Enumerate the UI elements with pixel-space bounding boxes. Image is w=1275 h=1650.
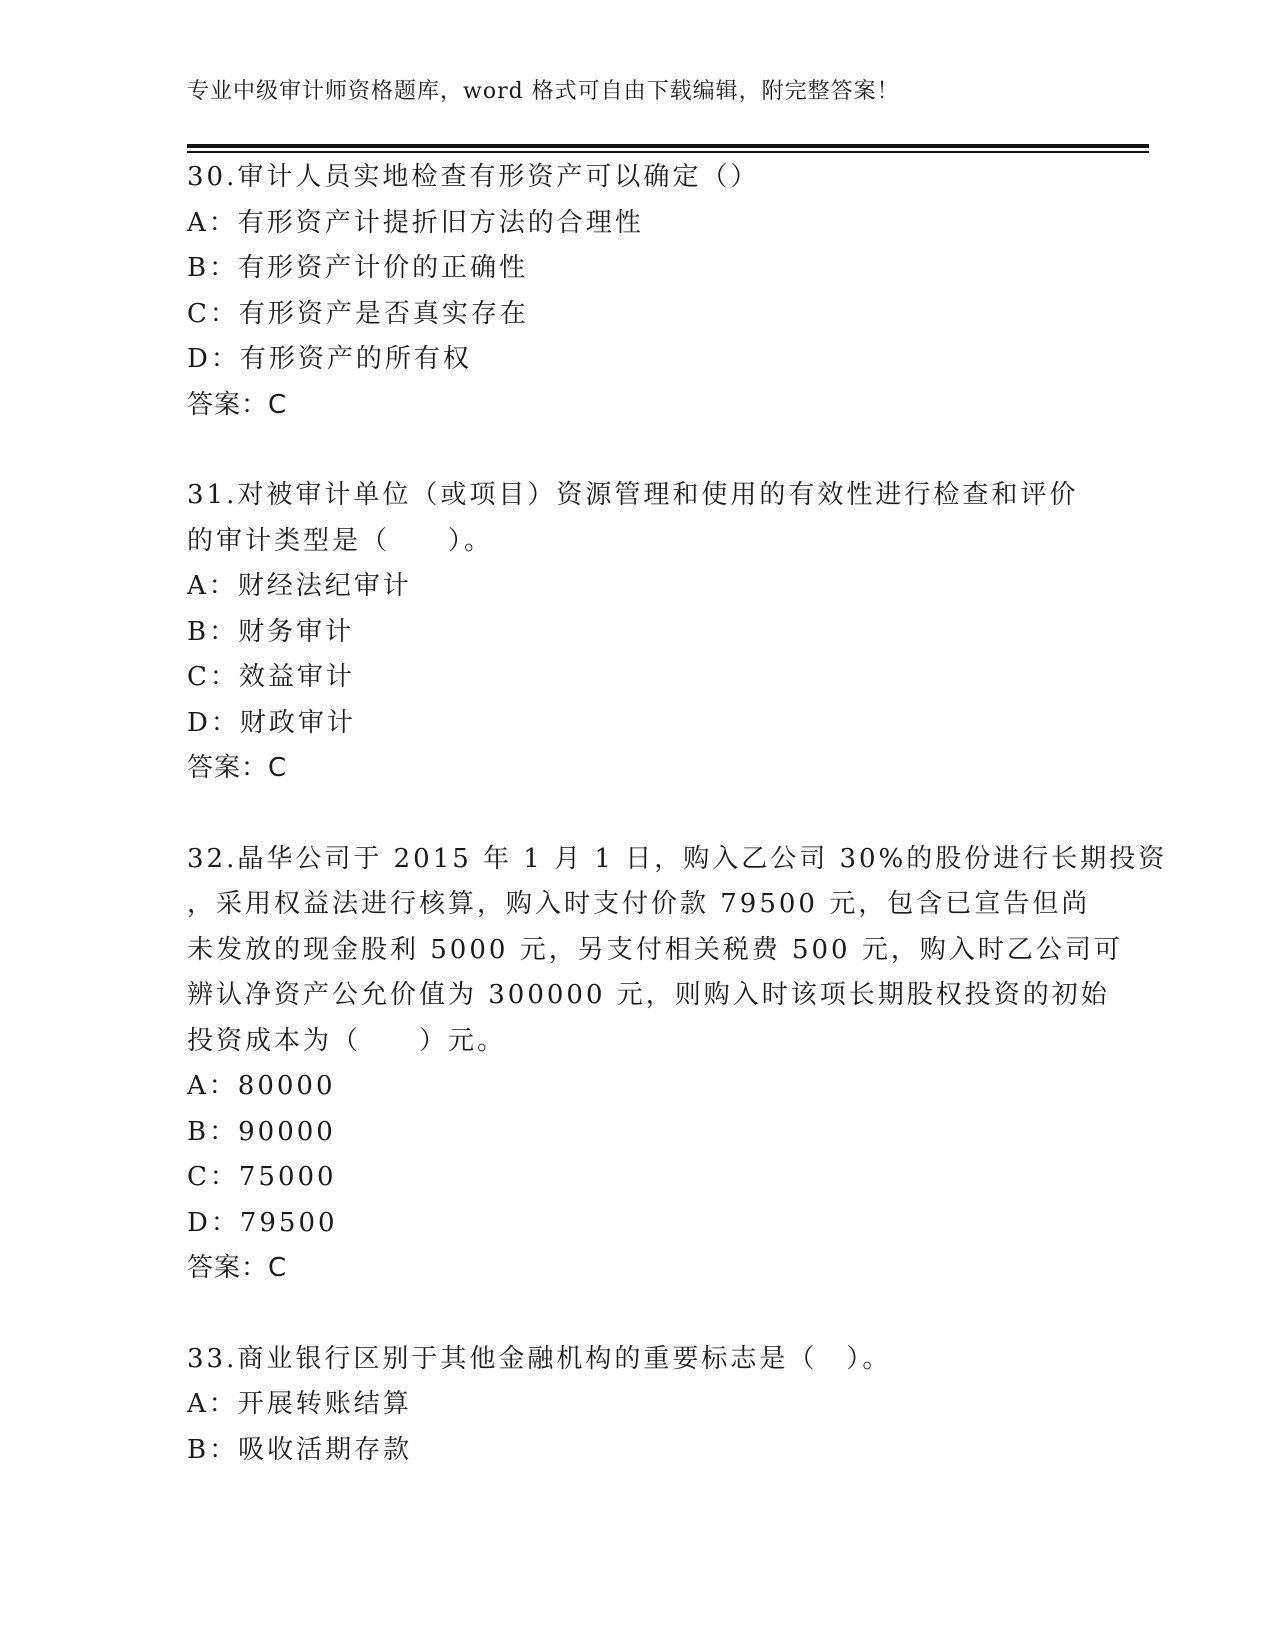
option-a: A：有形资产计提折旧方法的合理性 (187, 207, 644, 238)
option-c: C：效益审计 (187, 662, 355, 692)
question-32 (187, 837, 1168, 1292)
question-stem: 31.对被审计单位（或项目）资源管理和使用的有效性进行检查和评价 (187, 480, 1079, 510)
answer: 答案：C (187, 1253, 288, 1283)
question-list (187, 155, 1168, 1518)
question-stem: 投资成本为（ ）元。 (187, 1025, 507, 1056)
option-b: B：90000 (187, 1116, 336, 1147)
option-a: A：开展转账结算 (187, 1389, 412, 1419)
header-rule-thin (187, 151, 1149, 153)
option-d: D：有形资产的所有权 (187, 344, 472, 374)
answer: 答案：C (187, 753, 288, 783)
question-stem: 的审计类型是（ ）。 (187, 525, 494, 556)
option-c: C：有形资产是否真实存在 (187, 298, 529, 329)
question-30 (187, 155, 1087, 428)
option-d: D：79500 (187, 1207, 338, 1238)
question-33 (187, 1337, 1087, 1474)
answer: 答案：C (187, 389, 288, 420)
question-stem: 30.审计人员实地检查有形资产可以确定（） (187, 162, 760, 192)
option-b: B：有形资产计价的正确性 (187, 253, 529, 283)
header-note: 专业中级审计师资格题库，word 格式可自由下载编辑，附完整答案！ (187, 79, 900, 104)
question-stem: 33.商业银行区别于其他金融机构的重要标志是（ ）。 (187, 1343, 892, 1374)
question-stem: 32.晶华公司于 2015 年 1 月 1 日，购入乙公司 30%的股份进行长期投资 (187, 843, 1168, 874)
header-rule-thick (187, 144, 1149, 148)
question-stem: 辨认净资产公允价值为 300000 元，则购入时该项长期股权投资的初始 (187, 980, 1110, 1010)
option-d: D：财政审计 (187, 707, 356, 738)
question-31 (187, 473, 1087, 792)
question-stem: ，采用权益法进行核算，购入时支付价款 79500 元，包含已宣告但尚 (187, 889, 1091, 919)
option-a: A：80000 (187, 1071, 336, 1101)
question-stem: 未发放的现金股利 5000 元，另支付相关税费 500 元，购入时乙公司可 (187, 934, 1123, 965)
option-b: B：吸收活期存款 (187, 1434, 413, 1465)
option-c: C：75000 (187, 1162, 337, 1192)
option-b: B：财务审计 (187, 616, 355, 647)
option-a: A：财经法纪审计 (187, 571, 412, 601)
